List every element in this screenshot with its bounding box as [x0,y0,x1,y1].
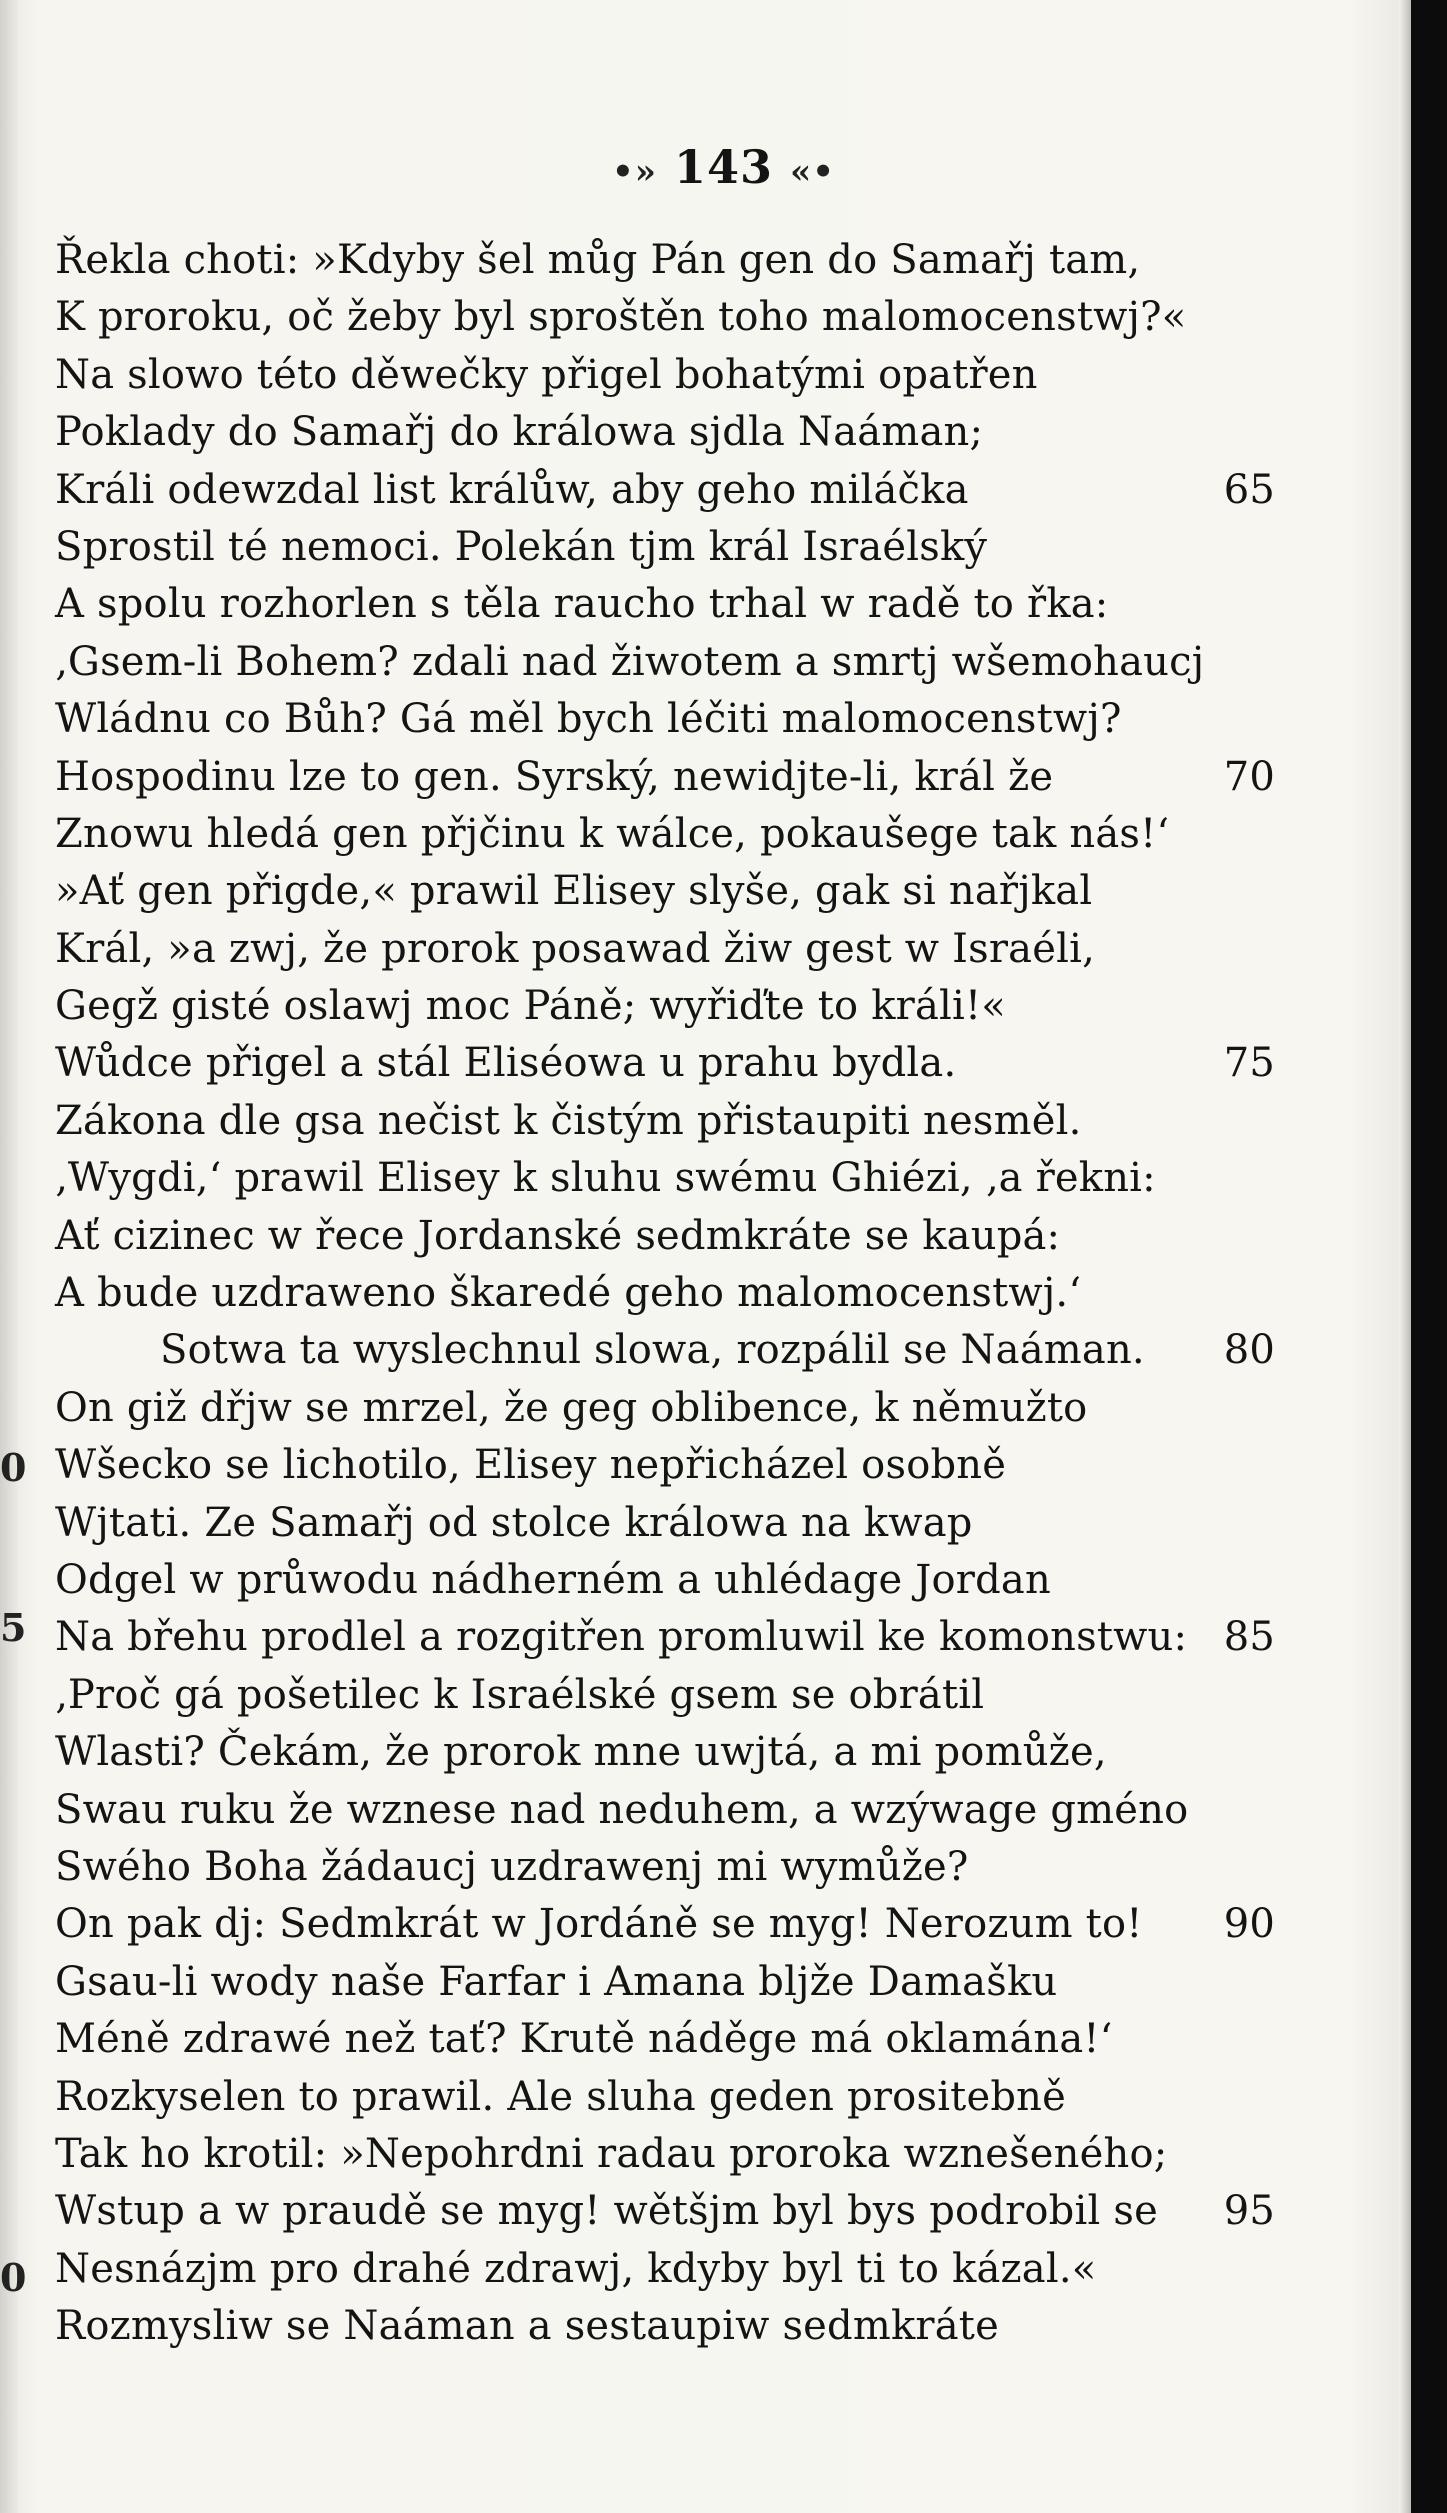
verse-text: Swého Boha žádaucj uzdrawenj mi wymůže? [55,1843,969,1890]
header-ornament-left: •» [611,152,657,192]
verse-line [55,347,1285,404]
verse-text: A bude uzdraweno škaredé geho malomocenstwj.‘ [55,1270,1082,1317]
verse-text: Wšecko se lichotilo, Elisey nepřicházel osobně [55,1442,1007,1489]
verse-line [55,749,1285,806]
verse-text: Sotwa ta wyslechnul slowa, rozpálil se Naáman. [160,1327,1145,1374]
verse-line [55,2183,1285,2240]
verse-line [55,1150,1285,1207]
verse-line [55,1208,1285,1265]
previous-page-edge [0,0,18,2513]
verse-line [55,806,1285,863]
verse-text: Odgel w průwodu nádherném a uhlédage Jordan [55,1556,1051,1603]
verse-text: Ať cizinec w řece Jordanské sedmkráte se kaupá: [55,1212,1061,1259]
verse-text: Wládnu co Bůh? Gá měl bych léčiti malomocenstwj? [55,696,1122,743]
verse-line [55,2011,1285,2068]
line-number: 90 [1223,1901,1275,1948]
verse-text: On pak dj: Sedmkrát w Jordáně se myg! Nerozum to! [55,1901,1143,1948]
verse-line [55,691,1285,748]
edge-mark: 0 [0,1445,27,1490]
verse-line [55,519,1285,576]
verse-line [55,863,1285,920]
verse-text: Sprostil té nemoci. Polekán tjm král Israélský [55,523,988,570]
line-number: 95 [1223,2188,1275,2235]
verse-text: ‚Wygdi,‘ prawil Elisey k sluhu swému Ghiézi, ‚a řekni: [55,1155,1156,1202]
verse-text: Hospodinu lze to gen. Syrský, newidjte-li, král že [55,753,1054,800]
verse-line [55,1896,1285,1953]
verse-line [55,634,1285,691]
verse-line [55,1839,1285,1896]
verse-line [55,921,1285,978]
line-number: 75 [1223,1040,1275,1087]
verse-text: Wstup a w praudě se myg! wětšjm byl bys podrobil se [55,2188,1158,2235]
line-number: 80 [1223,1327,1275,1374]
verse-line [55,1724,1285,1781]
verse-text: Wjtati. Ze Samařj od stolce králowa na kwap [55,1499,973,1546]
verse-line [55,1495,1285,1552]
verse-text: ‚Gsem-li Bohem? zdali nad žiwotem a smrtj wšemohaucj [55,638,1205,685]
verse-text: Znowu hledá gen přjčinu k wálce, pokaušege tak nás!‘ [55,810,1170,857]
verse-text: On giž dřjw se mrzel, že geg oblibence, k němužto [55,1384,1088,1431]
verse-line [55,1437,1285,1494]
verse-text: Poklady do Samařj do králowa sjdla Naáman; [55,409,984,456]
verse-line [55,404,1285,461]
verse-text: Swau ruku že wznese nad neduhem, a wzýwage gméno [55,1786,1189,1833]
verse-line [55,978,1285,1035]
edge-mark: 5 [0,1605,27,1650]
verse-line [55,462,1285,519]
header-ornament-right: «• [790,152,836,192]
verse-text: Na břehu prodlel a rozgitřen promluwil ke komonstwu: [55,1614,1188,1661]
verse-line [55,1552,1285,1609]
verse-line [55,1380,1285,1437]
verse-text: Rozkyselen to prawil. Ale sluha geden prositebně [55,2073,1066,2120]
verse-text: Wůdce přigel a stál Eliséowa u prahu bydla. [55,1040,957,1087]
verse-text: Králi odewzdal list králůw, aby geho miláčka [55,466,969,513]
verse-line [55,1667,1285,1724]
verse-line [55,2241,1285,2298]
poem-text [55,232,1285,2355]
verse-line [55,2126,1285,2183]
verse-line [55,289,1285,346]
verse-text: Wlasti? Čekám, že prorok mne uwjtá, a mi pomůže, [55,1729,1107,1776]
page-header [0,140,1447,194]
verse-text: ‚Proč gá pošetilec k Israélské gsem se obrátil [55,1671,985,1718]
verse-line [55,1093,1285,1150]
verse-text: Král, »a zwj, že prorok posawad žiw gest w Israéli, [55,925,1095,972]
page-number: 143 [673,140,774,194]
verse-line [55,2298,1285,2355]
verse-text: Na slowo této děwečky přigel bohatými opatřen [55,351,1038,398]
verse-text: Nesnázjm pro drahé zdrawj, kdyby byl ti to kázal.« [55,2245,1097,2292]
verse-line [55,576,1285,633]
verse-text: »Ať gen přigde,« prawil Elisey slyše, gak si nařjkal [55,868,1093,915]
verse-text: Řekla choti: »Kdyby šel můg Pán gen do Samařj tam, [55,237,1141,283]
verse-text: Zákona dle gsa nečist k čistým přistaupiti nesměl. [55,1097,1082,1144]
verse-text: Tak ho krotil: »Nepohrdni radau proroka wznešeného; [55,2130,1168,2177]
line-number: 85 [1223,1614,1275,1661]
verse-text: Gsau-li wody naše Farfar i Amana bljže Damašku [55,1958,1058,2005]
verse-text: Gegž gisté oslawj moc Páně; wyřiďte to králi!« [55,983,1006,1030]
verse-line [55,1035,1285,1092]
verse-line [55,232,1285,289]
verse-text: A spolu rozhorlen s těla raucho trhal w radě to řka: [55,581,1109,628]
verse-text: Méně zdrawé než tať? Krutě náděge má oklamána!‘ [55,2016,1113,2063]
verse-text: K proroku, oč žeby byl sproštěn toho malomocenstwj?« [55,294,1187,341]
verse-line [55,1954,1285,2011]
book-binding-edge [1411,0,1447,2513]
verse-line [55,1782,1285,1839]
verse-line [55,1609,1285,1666]
verse-line [55,1265,1285,1322]
edge-mark: 0 [0,2255,27,2300]
line-number: 70 [1223,753,1275,800]
line-number: 65 [1223,466,1275,513]
verse-line [55,1322,1285,1379]
verse-line [55,2069,1285,2126]
verse-text: Rozmysliw se Naáman a sestaupiw sedmkráte [55,2303,999,2350]
